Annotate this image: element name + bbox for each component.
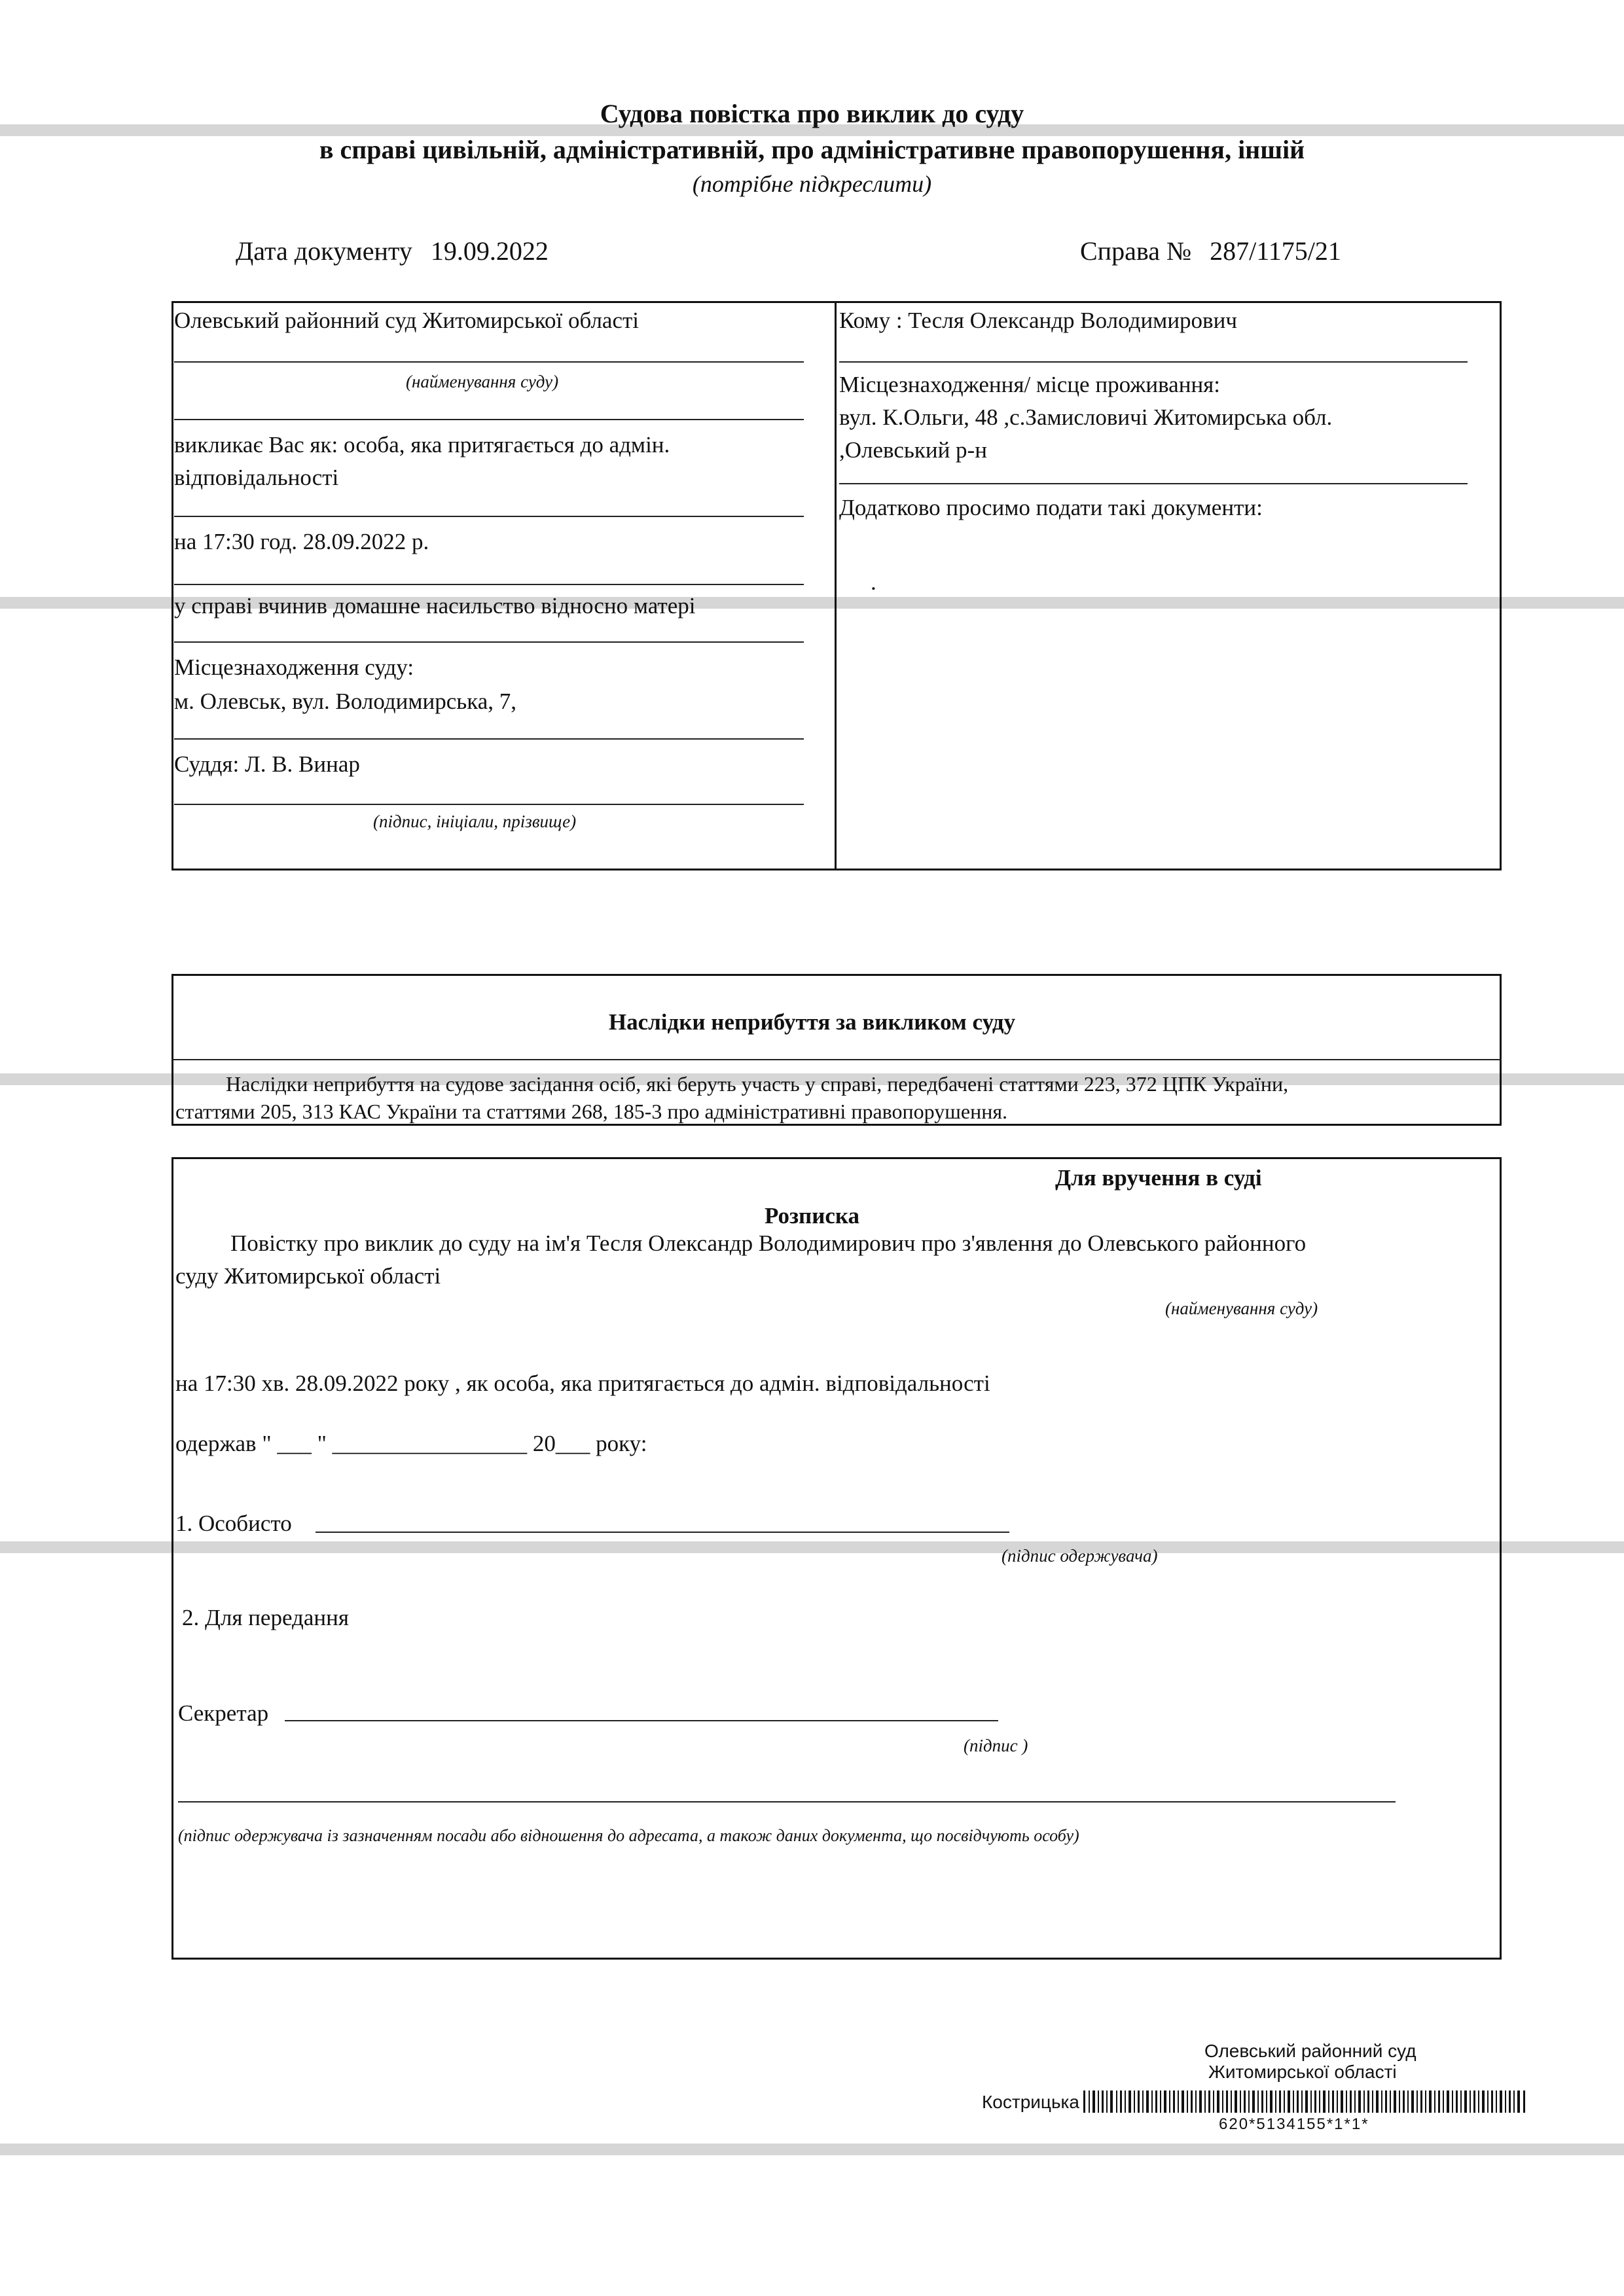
summons-box xyxy=(171,301,1502,870)
divider xyxy=(174,804,804,805)
recipient-line: Кому : Тесля Олександр Володимирович xyxy=(839,308,1237,333)
consequences-line2: статтями 205, 313 КАС України та статтями 268, 185-3 про адміністративні правопорушення. xyxy=(175,1100,1008,1123)
underline-note: (потрібне підкреслити) xyxy=(692,171,932,197)
date-label: Дата документу xyxy=(236,236,412,266)
stamp-court-line2: Житомирської області xyxy=(1208,2062,1397,2082)
hearing-time: на 17:30 год. 28.09.2022 р. xyxy=(174,529,429,554)
secretary-signature-line xyxy=(285,1720,998,1721)
documents-line: Додатково просимо подати такі документи: xyxy=(839,495,1263,520)
barcode xyxy=(1083,2090,1528,2113)
recipient-sign-caption: (підпис одержувача) xyxy=(1001,1546,1158,1566)
divider xyxy=(174,641,804,643)
receipt-line1: Повістку про виклик до суду на ім'я Тесля Олександр Володимирович про з'явлення до Олевського районного xyxy=(230,1230,1307,1256)
case-value: 287/1175/21 xyxy=(1210,236,1341,266)
barcode-text: 620*5134155*1*1* xyxy=(1219,2115,1369,2133)
consequences-heading: Наслідки неприбуття за викликом суду xyxy=(608,1009,1016,1035)
divider xyxy=(174,419,804,420)
documents-value: . xyxy=(871,569,876,595)
court-location-label: Місцезнаходження суду: xyxy=(174,655,414,680)
divider xyxy=(839,361,1468,363)
signature-caption: (підпис, ініціали, прізвище) xyxy=(373,812,577,831)
court-location-value: м. Олевськ, вул. Володимирська, 7, xyxy=(174,689,517,714)
residence-line1: вул. К.Ольги, 48 ,с.Замисловичі Житомирська обл. xyxy=(839,404,1333,430)
case-number xyxy=(1080,236,1341,266)
receipt-court-caption: (найменування суду) xyxy=(1165,1299,1318,1318)
clerk-name: Кострицька xyxy=(982,2092,1079,2112)
receipt-footer-caption: (підпис одержувача із зазначенням посади або відношення до адресата, а також даних документа, що посвідчують особу) xyxy=(178,1826,1079,1845)
court-caption: (найменування суду) xyxy=(406,372,559,391)
document-subtitle: в справі цивільній, адміністративній, про адміністративне правопорушення, іншій xyxy=(319,135,1305,164)
for-court-delivery: Для вручення в суді xyxy=(1055,1165,1262,1191)
divider xyxy=(171,1059,1502,1060)
personally-label: 1. Особисто xyxy=(175,1511,292,1536)
residence-line2: ,Олевський р-н xyxy=(839,437,987,463)
secretary-sign-caption: (підпис ) xyxy=(964,1736,1028,1755)
divider xyxy=(174,361,804,363)
court-name: Олевський районний суд Житомирської області xyxy=(174,308,639,333)
residence-label: Місцезнаходження/ місце проживання: xyxy=(839,372,1220,397)
divider xyxy=(174,738,804,740)
receipt-line2: суду Житомирської області xyxy=(175,1263,441,1289)
divider xyxy=(839,483,1468,484)
received-line: одержав " ___ " _________________ 20___ року: xyxy=(175,1431,647,1456)
divider xyxy=(174,584,804,585)
document-date xyxy=(236,236,549,266)
scan-artifact-band xyxy=(0,2144,1624,2155)
stamp-court-line1: Олевський районний суд xyxy=(1204,2041,1416,2061)
judge-line: Суддя: Л. В. Винар xyxy=(174,751,360,777)
receipt-time-line: на 17:30 хв. 28.09.2022 року , як особа, яка притягається до адмін. відповідальності xyxy=(175,1371,990,1396)
summons-role-line1: викликає Вас як: особа, яка притягається до адмін. xyxy=(174,432,670,457)
footer-signature-line xyxy=(178,1801,1396,1803)
secretary-label: Секретар xyxy=(178,1700,269,1726)
transfer-label: 2. Для передання xyxy=(182,1605,349,1630)
divider xyxy=(174,516,804,517)
receipt-heading: Розписка xyxy=(764,1203,860,1229)
case-subject: у справі вчинив домашне насильство відносно матері xyxy=(174,593,696,619)
date-value: 19.09.2022 xyxy=(430,236,549,266)
personally-signature-line xyxy=(316,1532,1009,1533)
consequences-line1: Наслідки неприбуття на судове засідання осіб, які беруть участь у справі, передбачені статтями 223, 372 ЦПК України, xyxy=(226,1072,1289,1096)
column-divider xyxy=(835,301,837,870)
summons-role-line2: відповідальності xyxy=(174,465,339,490)
case-label: Справа № xyxy=(1080,236,1192,266)
document-title: Судова повістка про виклик до суду xyxy=(600,99,1024,128)
